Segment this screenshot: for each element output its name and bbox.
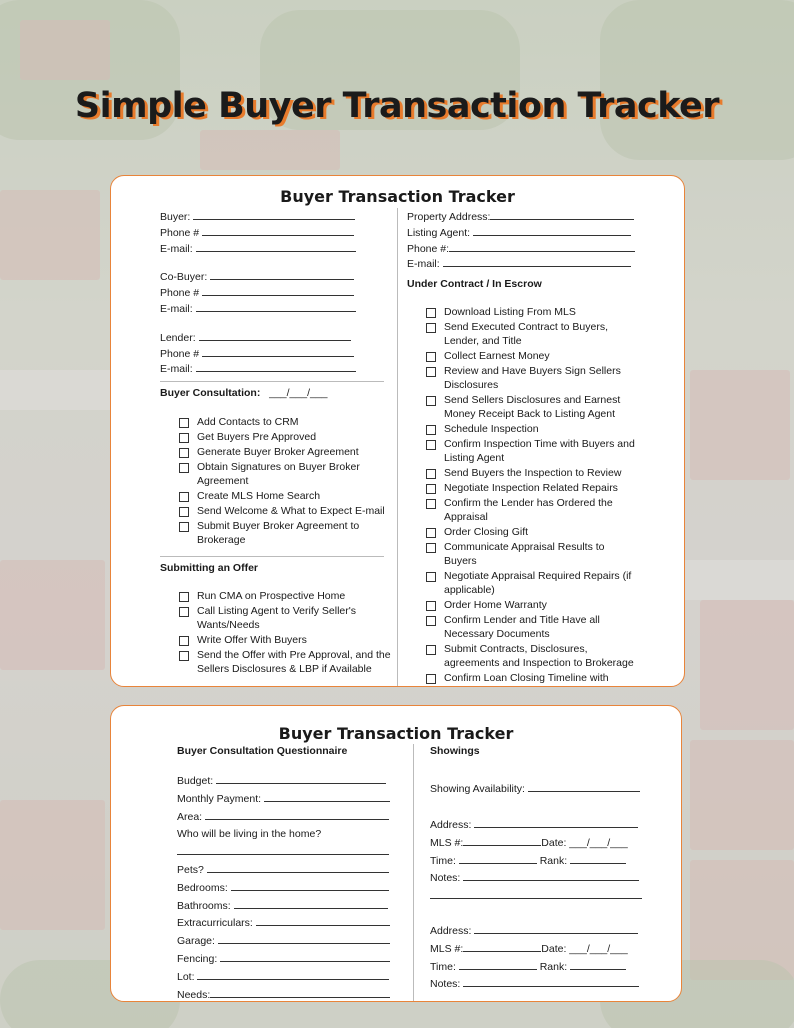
checklist-item[interactable]: Order Home Warranty [426,599,636,613]
checkbox[interactable] [426,499,436,509]
checklist-item[interactable]: Communicate Appraisal Results to Buyers [426,541,636,569]
checkbox[interactable] [426,425,436,435]
checkbox[interactable] [179,507,189,517]
checkbox[interactable] [426,367,436,377]
buyer-field[interactable]: Buyer: [160,209,400,225]
checklist-item[interactable]: Review and Have Buyers Sign Sellers Disclosures [426,365,636,393]
checklist-item[interactable]: Get Buyers Pre Approved [179,431,394,445]
consultation-checklist [179,416,394,549]
checklist-item[interactable]: Collect Earnest Money [426,350,636,364]
checkbox[interactable] [426,484,436,494]
checkbox[interactable] [426,601,436,611]
co-buyer-phone-field[interactable]: Phone # [160,285,400,301]
living-field[interactable]: Who will be living in the home? [177,828,322,841]
buyer-phone-field[interactable]: Phone # [160,225,400,241]
divider [160,381,384,382]
needs-field[interactable]: Needs: [177,987,407,1002]
fencing-field[interactable]: Fencing: [177,951,407,969]
checkbox[interactable] [426,323,436,333]
extracurriculars-field[interactable]: Extracurriculars: [177,915,407,933]
checklist-item[interactable]: Confirm Lender and Title Have all Necessary Documents [426,614,636,642]
co-buyer-email-field[interactable]: E-mail: [160,301,400,317]
checklist-item[interactable]: Submit Buyer Broker Agreement to Brokerage [179,520,394,548]
checklist-item[interactable]: Create MLS Home Search [179,490,394,504]
checklist-item[interactable]: Send Executed Contract to Buyers, Lender, and Title [426,321,636,349]
lot-field[interactable]: Lot: [177,969,407,987]
checkbox[interactable] [179,492,189,502]
checklist-item[interactable]: Obtain Signatures on Buyer Broker Agreement [179,461,394,489]
checklist-item[interactable]: Send the Offer with Pre Approval, and the Sellers Disclosures & LBP if Available [179,649,394,677]
showing-availability-field[interactable]: Showing Availability: [430,781,670,797]
living-answer-line[interactable] [177,844,407,862]
questionnaire [177,773,407,1002]
showing-entry-2 [430,923,670,994]
checklist-item[interactable]: Generate Buyer Broker Agreement [179,446,394,460]
column-divider [413,744,414,1001]
checklist-item[interactable]: Confirm the Lender has Ordered the Appraisal [426,497,636,525]
checklist-item[interactable]: Submit Contracts, Disclosures, agreements and Inspection to Brokerage [426,643,636,671]
checkbox[interactable] [426,440,436,450]
address-field[interactable]: Address: [430,923,670,941]
lender-field[interactable]: Lender: [160,330,400,346]
offer-checklist [179,590,394,678]
checkbox[interactable] [179,433,189,443]
notes-line[interactable] [430,888,670,906]
mls-field[interactable]: MLS #: Date: ___/___/___ [430,942,628,955]
checkbox[interactable] [426,469,436,479]
checklist-item[interactable]: Add Contacts to CRM [179,416,394,430]
listing-phone-field[interactable]: Phone #: [407,241,667,257]
checkbox[interactable] [426,616,436,626]
property-contacts [407,209,667,272]
checklist-item[interactable]: Confirm Loan Closing Timeline with [426,672,636,686]
escrow-checklist [426,306,636,687]
budget-field[interactable]: Budget: [177,773,407,791]
checklist-item[interactable]: Negotiate Appraisal Required Repairs (if applicable) [426,570,636,598]
card-title: Buyer Transaction Tracker [278,724,514,743]
checklist-item[interactable]: Run CMA on Prospective Home [179,590,394,604]
bedrooms-field[interactable]: Bedrooms: [177,880,407,898]
time-rank-field[interactable]: Time: Rank: [430,853,670,871]
buyer-contacts [160,209,400,377]
page-title: Simple Buyer Transaction Tracker [74,86,720,126]
consultation-heading: Buyer Consultation: ___/___/___ [160,387,328,399]
column-divider [397,208,398,686]
checklist-item[interactable]: Schedule Inspection [426,423,636,437]
checkbox[interactable] [179,448,189,458]
checkbox[interactable] [426,308,436,318]
escrow-heading: Under Contract / In Escrow [407,278,542,290]
garage-field[interactable]: Garage: [177,933,407,951]
buyer-email-field[interactable]: E-mail: [160,241,400,257]
monthly-payment-field[interactable]: Monthly Payment: [177,791,407,809]
checkbox[interactable] [426,674,436,684]
listing-agent-field[interactable]: Listing Agent: [407,225,667,241]
checklist-item[interactable]: Order Closing Gift [426,526,636,540]
lender-phone-field[interactable]: Phone # [160,346,400,362]
checkbox[interactable] [426,572,436,582]
checklist-item[interactable]: Send Welcome & What to Expect E-mail [179,505,394,519]
checklist-item[interactable]: Send Sellers Disclosures and Earnest Money Receipt Back to Listing Agent [426,394,636,422]
checkbox[interactable] [179,592,189,602]
address-field[interactable]: Address: [430,817,670,835]
divider [160,556,384,557]
questionnaire-heading: Buyer Consultation Questionnaire [177,745,348,757]
checkbox[interactable] [426,396,436,406]
listing-email-field[interactable]: E-mail: [407,256,667,272]
bathrooms-field[interactable]: Bathrooms: [177,898,407,916]
checkbox[interactable] [426,645,436,655]
pets-field[interactable]: Pets? [177,862,407,880]
property-address-field[interactable]: Property Address: [407,209,667,225]
lender-email-field[interactable]: E-mail: [160,361,400,377]
consultation-date[interactable]: ___/___/___ [269,387,328,399]
transaction-tracker-card [110,175,685,687]
checklist-item[interactable]: Confirm Inspection Time with Buyers and Listing Agent [426,438,636,466]
card-title: Buyer Transaction Tracker [280,187,515,206]
co-buyer-field[interactable]: Co-Buyer: [160,269,400,285]
checkbox[interactable] [179,522,189,532]
checkbox[interactable] [179,636,189,646]
checklist-item[interactable]: Send Buyers the Inspection to Review [426,467,636,481]
area-field[interactable]: Area: [177,809,407,827]
offer-heading: Submitting an Offer [160,562,258,574]
checklist-item[interactable]: Negotiate Inspection Related Repairs [426,482,636,496]
checkbox[interactable] [426,528,436,538]
time-rank-field[interactable]: Time: Rank: [430,959,670,977]
mls-field[interactable]: MLS #: Date: ___/___/___ [430,836,628,849]
checkbox[interactable] [179,418,189,428]
notes-field[interactable]: Notes: [430,870,670,888]
checkbox[interactable] [179,651,189,661]
checklist-item[interactable]: Call Listing Agent to Verify Seller's Wants/Needs [179,605,394,633]
questionnaire-card [110,705,682,1002]
checkbox[interactable] [179,463,189,473]
showing-entry-1 [430,817,670,906]
checkbox[interactable] [426,543,436,553]
checkbox[interactable] [179,607,189,617]
showings-heading: Showings [430,745,480,757]
checklist-item[interactable]: Write Offer With Buyers [179,634,394,648]
notes-field[interactable]: Notes: [430,976,670,994]
checkbox[interactable] [426,352,436,362]
checklist-item[interactable]: Download Listing From MLS [426,306,636,320]
